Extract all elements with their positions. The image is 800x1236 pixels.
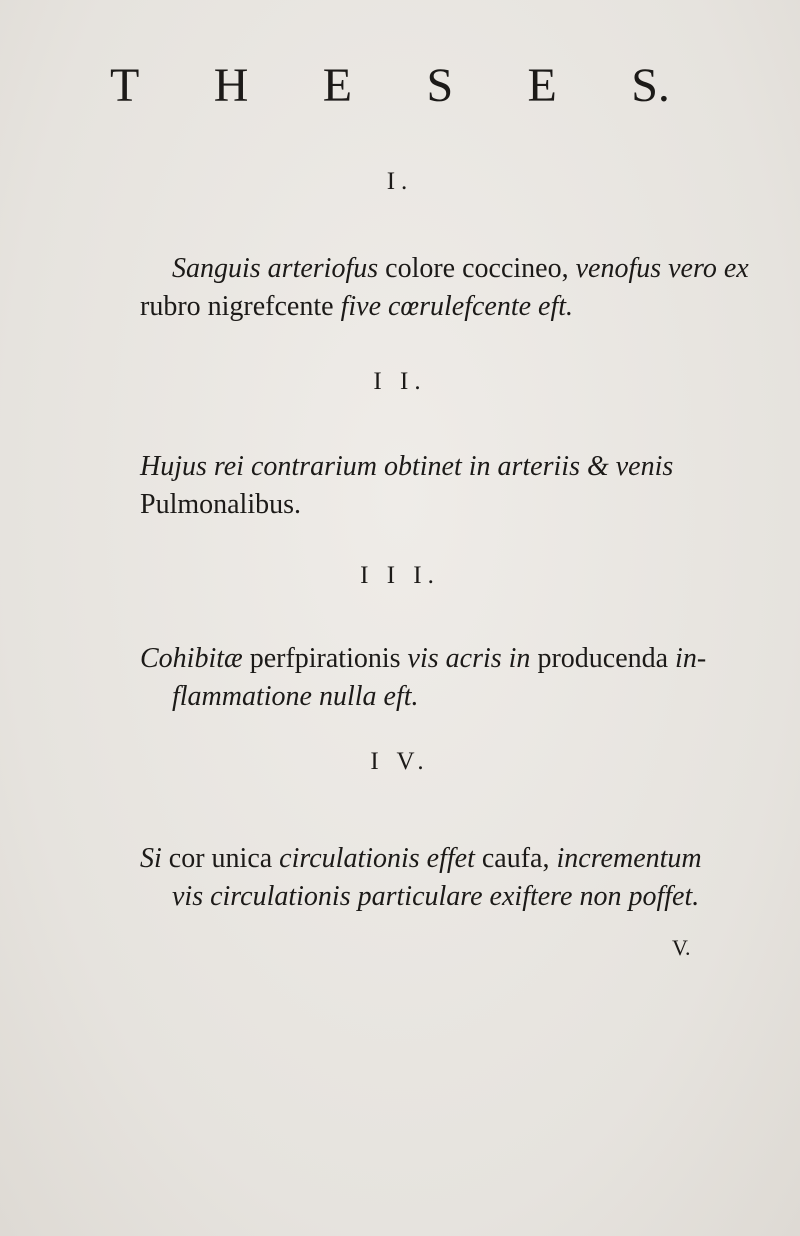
text-run: Pulmonalibus. [140, 489, 302, 520]
thesis-line [140, 878, 700, 916]
thesis-line [140, 448, 700, 486]
thesis-line [140, 288, 700, 326]
text-run: vis acris in [407, 643, 531, 674]
text-run: colore coccineo, [378, 253, 576, 284]
text-run: cor unica [161, 843, 280, 874]
thesis-numeral: I I I. [360, 562, 440, 589]
thesis-text [140, 250, 749, 326]
thesis-numeral: I V. [370, 748, 430, 775]
text-run: rubro nigrefcente [140, 291, 341, 322]
text-run: Sanguis arteriofus [172, 253, 379, 284]
text-run: Cohibitæ [140, 643, 243, 674]
text-run: caufa, [474, 843, 557, 874]
thesis-line [140, 840, 700, 878]
text-run: circulationis effet [279, 843, 475, 874]
text-run: five cœrulefcente eft. [340, 291, 574, 322]
text-run: in- [675, 643, 707, 674]
thesis-text [140, 840, 700, 916]
thesis-line [140, 250, 749, 288]
title-letter: T [110, 59, 140, 112]
text-run: perfpirationis [242, 643, 408, 674]
text-run: vis circulationis particulare exiftere non poffet. [172, 881, 700, 912]
title-letter: H [213, 59, 249, 112]
thesis-text [140, 448, 700, 524]
text-run: producenda [530, 643, 676, 674]
catchword: V. [672, 935, 691, 960]
title-letter: S [426, 59, 454, 112]
text-run: Si [140, 843, 162, 874]
thesis-line [140, 640, 707, 678]
text-run: Hujus rei contrarium obtinet in arteriis & venis [140, 451, 674, 482]
thesis-numeral: I I. [373, 368, 427, 395]
text-run: flammatione nulla eft. [172, 681, 419, 712]
title-letter: S. [631, 59, 670, 112]
title-letter: E [527, 59, 557, 112]
title-letter: E [322, 59, 353, 112]
thesis-line [140, 678, 700, 716]
text-run: venofus vero ex [575, 253, 749, 284]
thesis-numeral: I. [386, 168, 414, 195]
thesis-text [140, 640, 707, 716]
thesis-line [140, 486, 700, 524]
page-title [110, 58, 670, 113]
text-run: incrementum [556, 843, 702, 874]
